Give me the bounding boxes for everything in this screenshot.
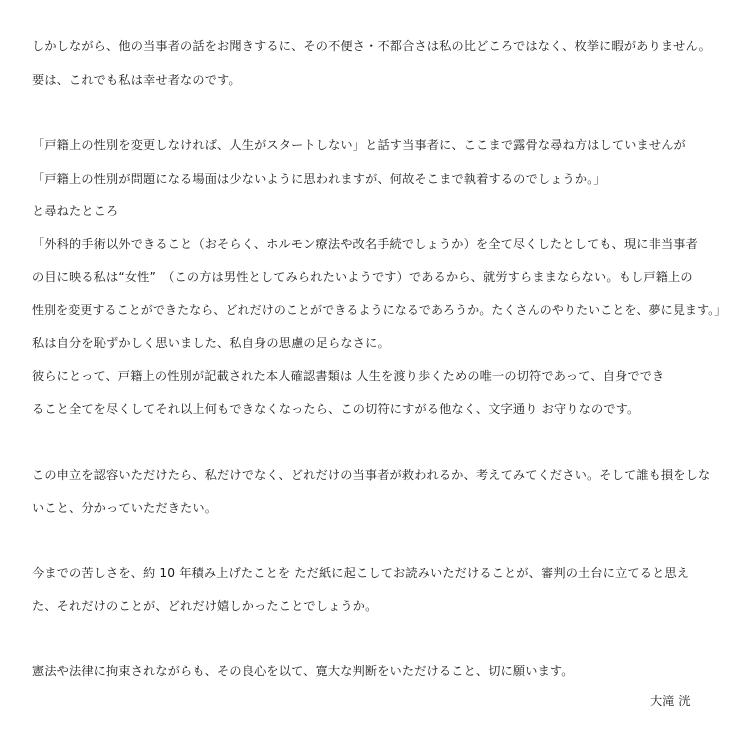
paragraph-line: 「戸籍上の性別が問題になる場面は少ないように思われますが、何故そこまで執着するのでしょうか。」: [32, 172, 606, 186]
paragraph-line: の目に映る私は“女性” （この方は男性としてみられたいようです）であるから、就労すらままならない。もし戸籍上の: [32, 270, 693, 284]
paragraph-line: 「戸籍上の性別を変更しなければ、人生がスタートしない」と話す当事者に、ここまで露骨な尋ね方はしていませんが: [32, 138, 686, 152]
paragraph-line: 要は、これでも私は幸せ者なのです。: [32, 73, 241, 87]
paragraph-line: 彼らにとって、戸籍上の性別が記載された本人確認書類は 人生を渡り歩くための唯一の切符であって、自身ででき: [32, 369, 665, 383]
paragraph-line: た、それだけのことが、どれだけ嬉しかったことでしょうか。: [32, 599, 378, 613]
paragraph-line: 憲法や法律に拘束されながらも、その良心を以て、寛大な判断をいただけること、切に願います。: [32, 664, 574, 678]
paragraph-line: 私は自分を恥ずかしく思いました、私自身の思慮の足らなさに。: [32, 336, 390, 350]
paragraph-line: ること全てを尽くしてそれ以上何もできなくなったら、この切符にすがる他なく、文字通り お守りなのです。: [32, 402, 640, 416]
paragraph-line: と尋ねたところ: [32, 204, 119, 218]
paragraph-line: 今までの苦しさを、約 10 年積み上げたことを ただ紙に起こしてお読みいただけることが、審判の土台に立てると思え: [32, 566, 690, 580]
paragraph-line: いこと、分かっていただきたい。: [32, 501, 218, 515]
paragraph-line: 性別を変更することができたなら、どれだけのことができるようになるであろうか。たくさんのやりたいことを、夢に見ます。」: [32, 303, 727, 317]
paragraph-line: しかしながら、他の当事者の話をお聞きするに、その不便さ・不都合さは私の比どころではなく、枚挙に暇がありません。: [32, 39, 711, 53]
author-signature: 大滝 洸: [650, 694, 691, 708]
paragraph-line: 「外科的手術以外できること（おそらく、ホルモン療法や改名手続でしょうか）を全て尽くしたとしても、現に非当事者: [32, 237, 698, 251]
paragraph-line: この申立を認容いただけたら、私だけでなく、どれだけの当事者が救われるか、考えてみてください。そして誰も損をしな: [32, 468, 711, 482]
